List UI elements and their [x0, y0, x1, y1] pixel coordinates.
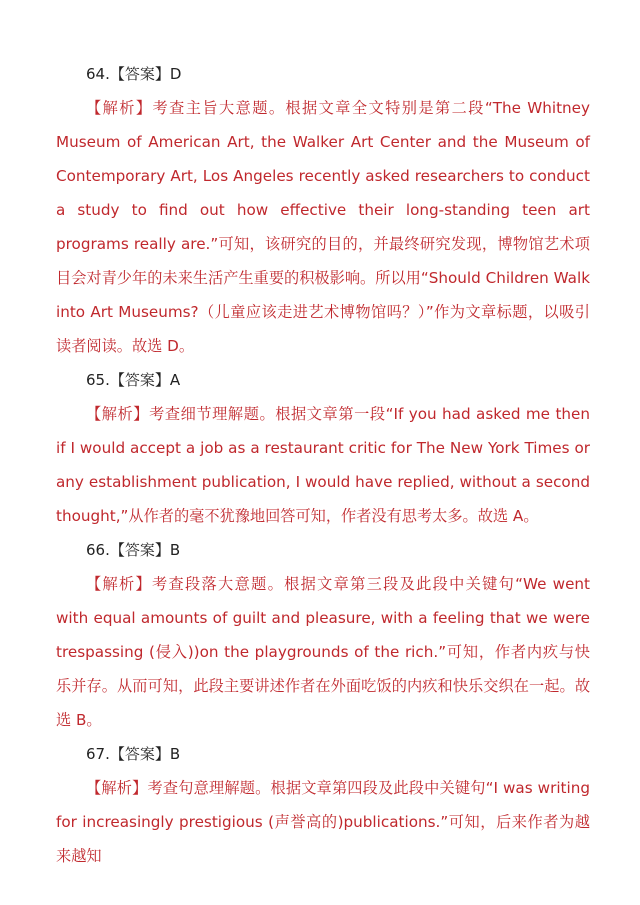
- analysis-label: 【解析】: [86, 99, 153, 117]
- analysis-67: [56, 771, 590, 873]
- analysis-66: [56, 567, 590, 737]
- analysis-label: 【解析】: [86, 575, 153, 593]
- answer-65: 65.【答案】A: [86, 371, 181, 389]
- answer-67: 67.【答案】B: [86, 745, 181, 763]
- answer-64: 64.【答案】D: [86, 65, 182, 83]
- analysis-label: 【解析】: [86, 405, 150, 423]
- analysis-64: [56, 91, 590, 363]
- answer-66: 66.【答案】B: [86, 541, 181, 559]
- analysis-text: 考查句意理解题。根据文章第四段及此段中关键句“I was writing for increasingly prestigious (声誉高的)publications.”可知，后来作者为越来越知: [56, 779, 590, 865]
- analysis-text: 考查细节理解题。根据文章第一段“If you had asked me then if I would accept a job as a restaurant critic for The New York Times or any establishment publication, I would have replied, without a second thought,”从作者的毫不犹豫地回答可知，作者没有思考太多。故选 A。: [56, 405, 590, 525]
- analysis-text: 考查段落大意题。根据文章第三段及此段中关键句“We went with equal amounts of guilt and pleasure, with a feeling that we were trespassing (侵入))on the playgrounds of the rich.”可知，作者内疚与快乐并存。从而可知，此段主要讲述作者在外面吃饭的内疚和快乐交织在一起。故选 B。: [56, 575, 591, 729]
- analysis-label: 【解析】: [86, 779, 148, 797]
- analysis-text: 考查主旨大意题。根据文章全文特别是第二段“The Whitney Museum of American Art, the Walker Art Center and the Museum of Contemporary Art, Los Angeles recently asked researchers to conduct a study to find out how effective their long-standing teen art programs really are.”可知，该研究的目的，并最终研究发现，博物馆艺术项目会对青少年的未来生活产生重要的积极影响。所以用“Should Children Walk into Art Museums?（儿童应该走进艺术博物馆吗？）”作为文章标题，以吸引读者阅读。故选 D。: [56, 99, 591, 355]
- analysis-65: [56, 397, 590, 533]
